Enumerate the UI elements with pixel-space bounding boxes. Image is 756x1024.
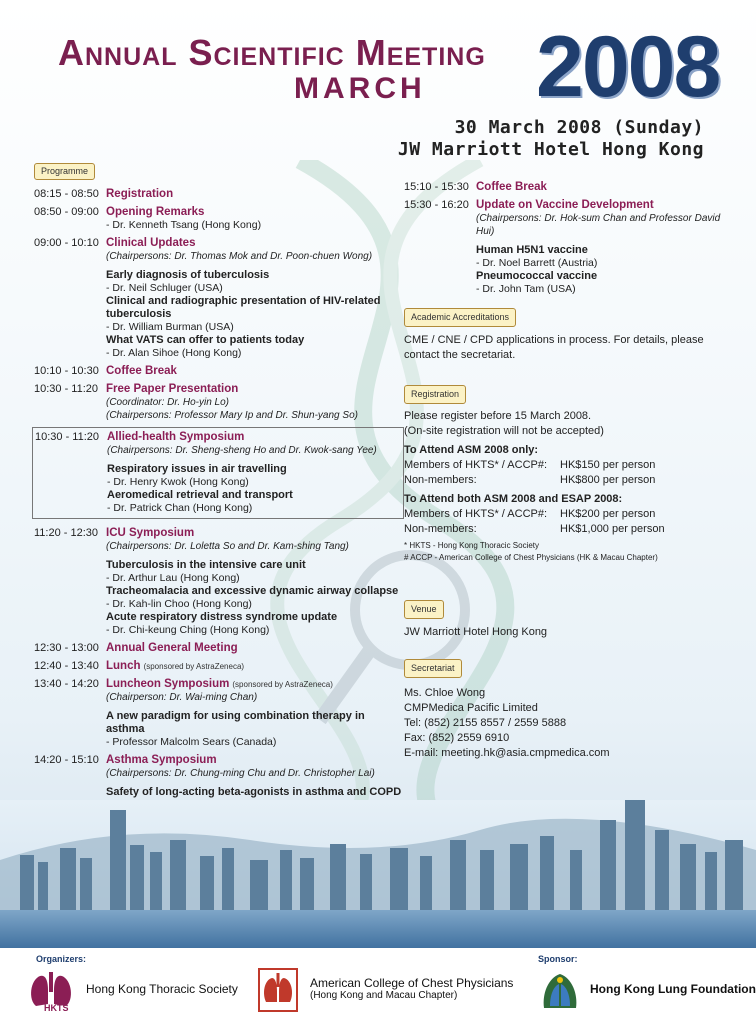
item-time: 14:20 - 15:10 <box>34 754 99 766</box>
sponsor-label: Sponsor: <box>538 954 578 964</box>
secretariat-section <box>404 659 734 761</box>
secretariat-tag: Secretariat <box>404 659 462 678</box>
item-title: Free Paper Presentation <box>106 383 239 395</box>
item-coordinator: (Coordinator: Dr. Ho-yin Lo) <box>106 397 230 408</box>
programme-item <box>404 181 734 194</box>
organizer-accp <box>310 976 513 1001</box>
item-chair: (Chairperson: Dr. Wai-ming Chan) <box>106 692 258 703</box>
talk-topic: Respiratory issues in air travelling <box>107 463 287 475</box>
venue-tag: Venue <box>404 600 444 619</box>
meeting-title <box>58 32 486 105</box>
talk-speaker: - Dr. Henry Kwok (Hong Kong) <box>107 476 249 488</box>
item-time: 10:10 - 10:30 <box>34 365 99 377</box>
item-title: Opening Remarks <box>106 206 205 218</box>
accreditation-tag: Academic Accreditations <box>404 308 516 327</box>
programme-item <box>34 237 404 360</box>
accreditation-section <box>404 308 734 363</box>
programme-left-column <box>34 163 404 843</box>
venue-text: JW Marriott Hotel Hong Kong <box>404 626 548 638</box>
item-time: 12:40 - 13:40 <box>34 660 99 672</box>
item-chair: (Chairpersons: Dr. Chung-ming Chu and Dr. Christopher Lai) <box>106 768 375 779</box>
talk-speaker: - Professor Malcolm Sears (Canada) <box>106 736 277 748</box>
item-chair: (Chairpersons: Dr. Loletta So and Dr. Kam-shing Tang) <box>106 541 349 552</box>
item-title: ICU Symposium <box>106 527 195 539</box>
item-time: 13:40 - 14:20 <box>34 678 99 690</box>
talk-speaker: - Dr. Chi-keung Ching (Hong Kong) <box>106 624 270 636</box>
asm-only-heading: To Attend ASM 2008 only: <box>404 444 539 456</box>
hkts-logo-text: HKTS <box>44 1003 69 1012</box>
registration-note: (On-site registration will not be accepted) <box>404 425 604 437</box>
item-title: Coffee Break <box>106 365 177 377</box>
footnote-accp: # ACCP - American College of Chest Physicians (HK & Macau Chapter) <box>404 553 658 562</box>
organizers-label: Organizers: <box>36 954 87 964</box>
registration-section <box>404 385 744 564</box>
registration-deadline: Please register before 15 March 2008. <box>404 410 592 422</box>
item-title: Coffee Break <box>476 181 547 193</box>
talk-topic: Tuberculosis in the intensive care unit <box>106 559 306 571</box>
title-line-2: MARCH <box>294 72 426 105</box>
venue-section <box>404 600 734 640</box>
item-chair: (Chairpersons: Dr. Thomas Mok and Dr. Poon-chuen Wong) <box>106 251 373 262</box>
footnote-hkts: * HKTS - Hong Kong Thoracic Society <box>404 541 540 550</box>
programme-item <box>34 678 404 749</box>
talk-speaker: - Dr. Kah-lin Choo (Hong Kong) <box>106 598 252 610</box>
programme-right-column <box>404 181 734 301</box>
contact-email: E-mail: meeting.hk@asia.cmpmedica.com <box>404 747 610 759</box>
item-time: 11:20 - 12:30 <box>34 527 99 539</box>
item-speaker: - Dr. Kenneth Tsang (Hong Kong) <box>106 219 262 231</box>
item-time: 15:30 - 16:20 <box>404 199 469 211</box>
accp-logo-icon <box>258 968 298 1012</box>
hkts-logo-icon <box>26 970 76 1012</box>
programme-item <box>34 642 404 655</box>
hklf-logo-icon <box>540 970 580 1012</box>
talk-speaker: - Dr. John Tam (USA) <box>476 283 576 295</box>
item-title: Clinical Updates <box>106 237 196 249</box>
meeting-year: 2008 <box>536 19 720 115</box>
item-time: 12:30 - 13:00 <box>34 642 99 654</box>
item-time: 15:10 - 15:30 <box>404 181 469 193</box>
talk-speaker: - Dr. Arthur Lau (Hong Kong) <box>106 572 240 584</box>
programme-item <box>34 206 404 232</box>
programme-tag: Programme <box>34 163 95 180</box>
contact-tel: Tel: (852) 2155 8557 / 2559 5888 <box>404 717 567 729</box>
talk-topic: Early diagnosis of tuberculosis <box>106 269 270 281</box>
item-chair: (Chairpersons: Dr. Sheng-sheng Ho and Dr. Kwok-sang Yee) <box>107 445 377 456</box>
talk-speaker: - Dr. Patrick Chan (Hong Kong) <box>107 502 253 514</box>
hong-kong-skyline-image <box>0 800 756 950</box>
programme-item <box>404 199 734 296</box>
programme-item <box>34 660 404 673</box>
meeting-venue: JW Marriott Hotel Hong Kong <box>397 139 704 160</box>
programme-item <box>34 365 404 378</box>
item-title: Annual General Meeting <box>106 642 238 654</box>
item-title: Update on Vaccine Development <box>476 199 654 211</box>
organizer-accp-chapter: (Hong Kong and Macau Chapter) <box>310 990 458 1001</box>
item-time: 08:50 - 09:00 <box>34 206 99 218</box>
meeting-date-venue <box>398 117 704 161</box>
item-title: Luncheon Symposium <box>106 678 230 690</box>
contact-company: CMPMedica Pacific Limited <box>404 702 538 714</box>
item-time: 09:00 - 10:10 <box>34 237 99 249</box>
contact-fax: Fax: (852) 2559 6910 <box>404 732 510 744</box>
item-title: Lunch <box>106 660 141 672</box>
organizer-accp-name: American College of Chest Physicians <box>310 976 514 990</box>
price-value: HK$800 per person <box>560 474 656 486</box>
price-value: HK$150 per person <box>560 459 656 471</box>
programme-item <box>34 383 404 422</box>
contact-name: Ms. Chloe Wong <box>404 687 486 699</box>
talk-topic: Human H5N1 vaccine <box>476 244 588 256</box>
item-time: 10:30 - 11:20 <box>34 383 99 395</box>
price-value: HK$200 per person <box>560 508 656 520</box>
price-label: Members of HKTS* / ACCP#: <box>404 459 548 471</box>
title-line-1: Annual Scientific Meeting <box>58 32 486 73</box>
talk-speaker: - Dr. Neil Schluger (USA) <box>106 282 223 294</box>
price-label: Non-members: <box>404 523 477 535</box>
item-title: Registration <box>106 188 174 200</box>
item-title: Asthma Symposium <box>106 754 217 766</box>
item-chair: (Chairpersons: Dr. Hok-sum Chan and Professor David Hui) <box>476 213 721 237</box>
organizer-hkts: Hong Kong Thoracic Society <box>86 982 238 996</box>
item-sponsor: (sponsored by AstraZeneca) <box>232 680 333 689</box>
price-label: Non-members: <box>404 474 477 486</box>
talk-speaker: - Dr. William Burman (USA) <box>106 321 234 333</box>
both-heading: To Attend both ASM 2008 and ESAP 2008: <box>404 493 623 505</box>
talk-topic: Tracheomalacia and excessive dynamic airway collapse <box>106 585 399 597</box>
talk-topic: Pneumococcal vaccine <box>476 270 598 282</box>
programme-item <box>34 188 404 201</box>
talk-topic: Safety of long-acting beta-agonists in asthma and COPD <box>106 786 402 798</box>
accreditation-text: CME / CNE / CPD applications in process. For details, please contact the secretariat. <box>404 334 704 361</box>
price-value: HK$1,000 per person <box>560 523 665 535</box>
meeting-date: 30 March 2008 (Sunday) <box>454 117 704 138</box>
talk-topic: A new paradigm for using combination therapy in asthma <box>106 710 365 735</box>
footer <box>0 948 756 1024</box>
programme-item <box>35 431 403 515</box>
allied-health-box <box>32 427 404 519</box>
sponsor-hklf: Hong Kong Lung Foundation <box>590 982 756 996</box>
item-chair: (Chairpersons: Professor Mary Ip and Dr. Shun-yang So) <box>106 410 358 421</box>
item-title: Allied-health Symposium <box>107 431 245 443</box>
talk-topic: Clinical and radiographic presentation of HIV-related tuberculosis <box>106 295 381 320</box>
talk-topic: What VATS can offer to patients today <box>106 334 305 346</box>
talk-speaker: - Dr. Alan Sihoe (Hong Kong) <box>106 347 242 359</box>
talk-topic: Aeromedical retrieval and transport <box>107 489 293 501</box>
programme-item <box>34 527 404 637</box>
item-sponsor: (sponsored by AstraZeneca) <box>143 662 245 671</box>
talk-topic: Acute respiratory distress syndrome update <box>106 611 338 623</box>
item-time: 10:30 - 11:20 <box>35 431 100 443</box>
item-time: 08:15 - 08:50 <box>34 188 99 200</box>
price-label: Members of HKTS* / ACCP#: <box>404 508 548 520</box>
talk-speaker: - Dr. Noel Barrett (Austria) <box>476 257 598 269</box>
registration-tag: Registration <box>404 385 466 404</box>
